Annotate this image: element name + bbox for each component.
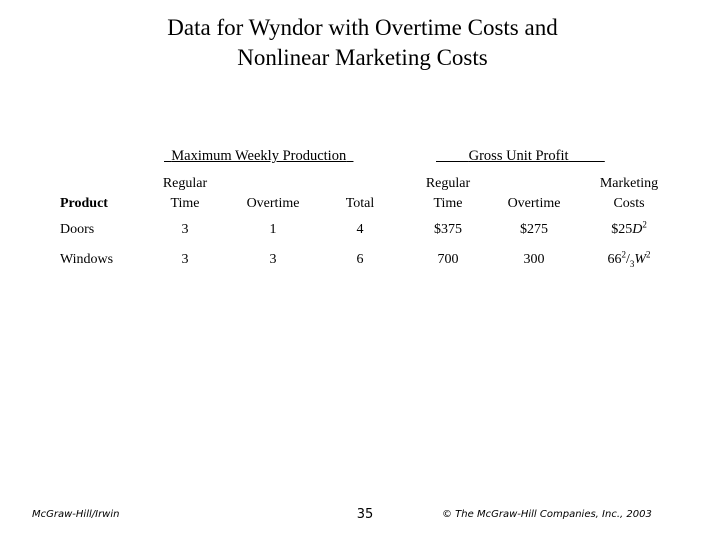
cell-marketing-costs: $66^2/_3W^2$: [607, 249, 651, 269]
cell-overtime: 1: [269, 222, 277, 237]
column-header-gross-overtime: Overtime: [507, 196, 561, 211]
cell-overtime: 3: [269, 252, 277, 267]
column-header-overtime: Overtime: [246, 196, 300, 211]
column-header-product: Product: [60, 196, 108, 211]
slide-title-line-1: Data for Wyndor with Overtime Costs and: [167, 15, 558, 40]
footer-copyright: © The McGraw-Hill Companies, Inc., 2003: [442, 509, 652, 520]
column-header-gross-regular-time: Regular Time: [425, 176, 471, 211]
cell-gross-regular: 700: [437, 252, 459, 267]
cell-gross-overtime: 300: [523, 252, 545, 267]
slide-title-line-2: Nonlinear Marketing Costs: [237, 45, 488, 70]
cell-gross-regular: $375: [434, 222, 462, 237]
column-header-total: Total: [345, 196, 375, 211]
group-header-gross-unit-profit: Gross Unit Profit: [468, 148, 569, 164]
cell-marketing-costs: $\$25D^2$: [611, 219, 647, 237]
column-header-regular-time: Regular Time: [162, 176, 208, 211]
cell-gross-overtime: $275: [520, 222, 548, 237]
footer-publisher: McGraw-Hill/Irwin: [32, 509, 120, 520]
cell-product: Doors: [60, 222, 95, 237]
cell-total: 6: [356, 252, 364, 267]
cell-regular-time: 3: [181, 252, 189, 267]
cell-total: 4: [356, 222, 364, 237]
cell-regular-time: 3: [181, 222, 189, 237]
cell-product: Windows: [60, 252, 114, 267]
column-header-marketing-costs: Marketing Costs: [599, 176, 659, 211]
page-number: 35: [356, 507, 374, 522]
group-header-max-weekly-production: Maximum Weekly Production: [171, 148, 347, 164]
